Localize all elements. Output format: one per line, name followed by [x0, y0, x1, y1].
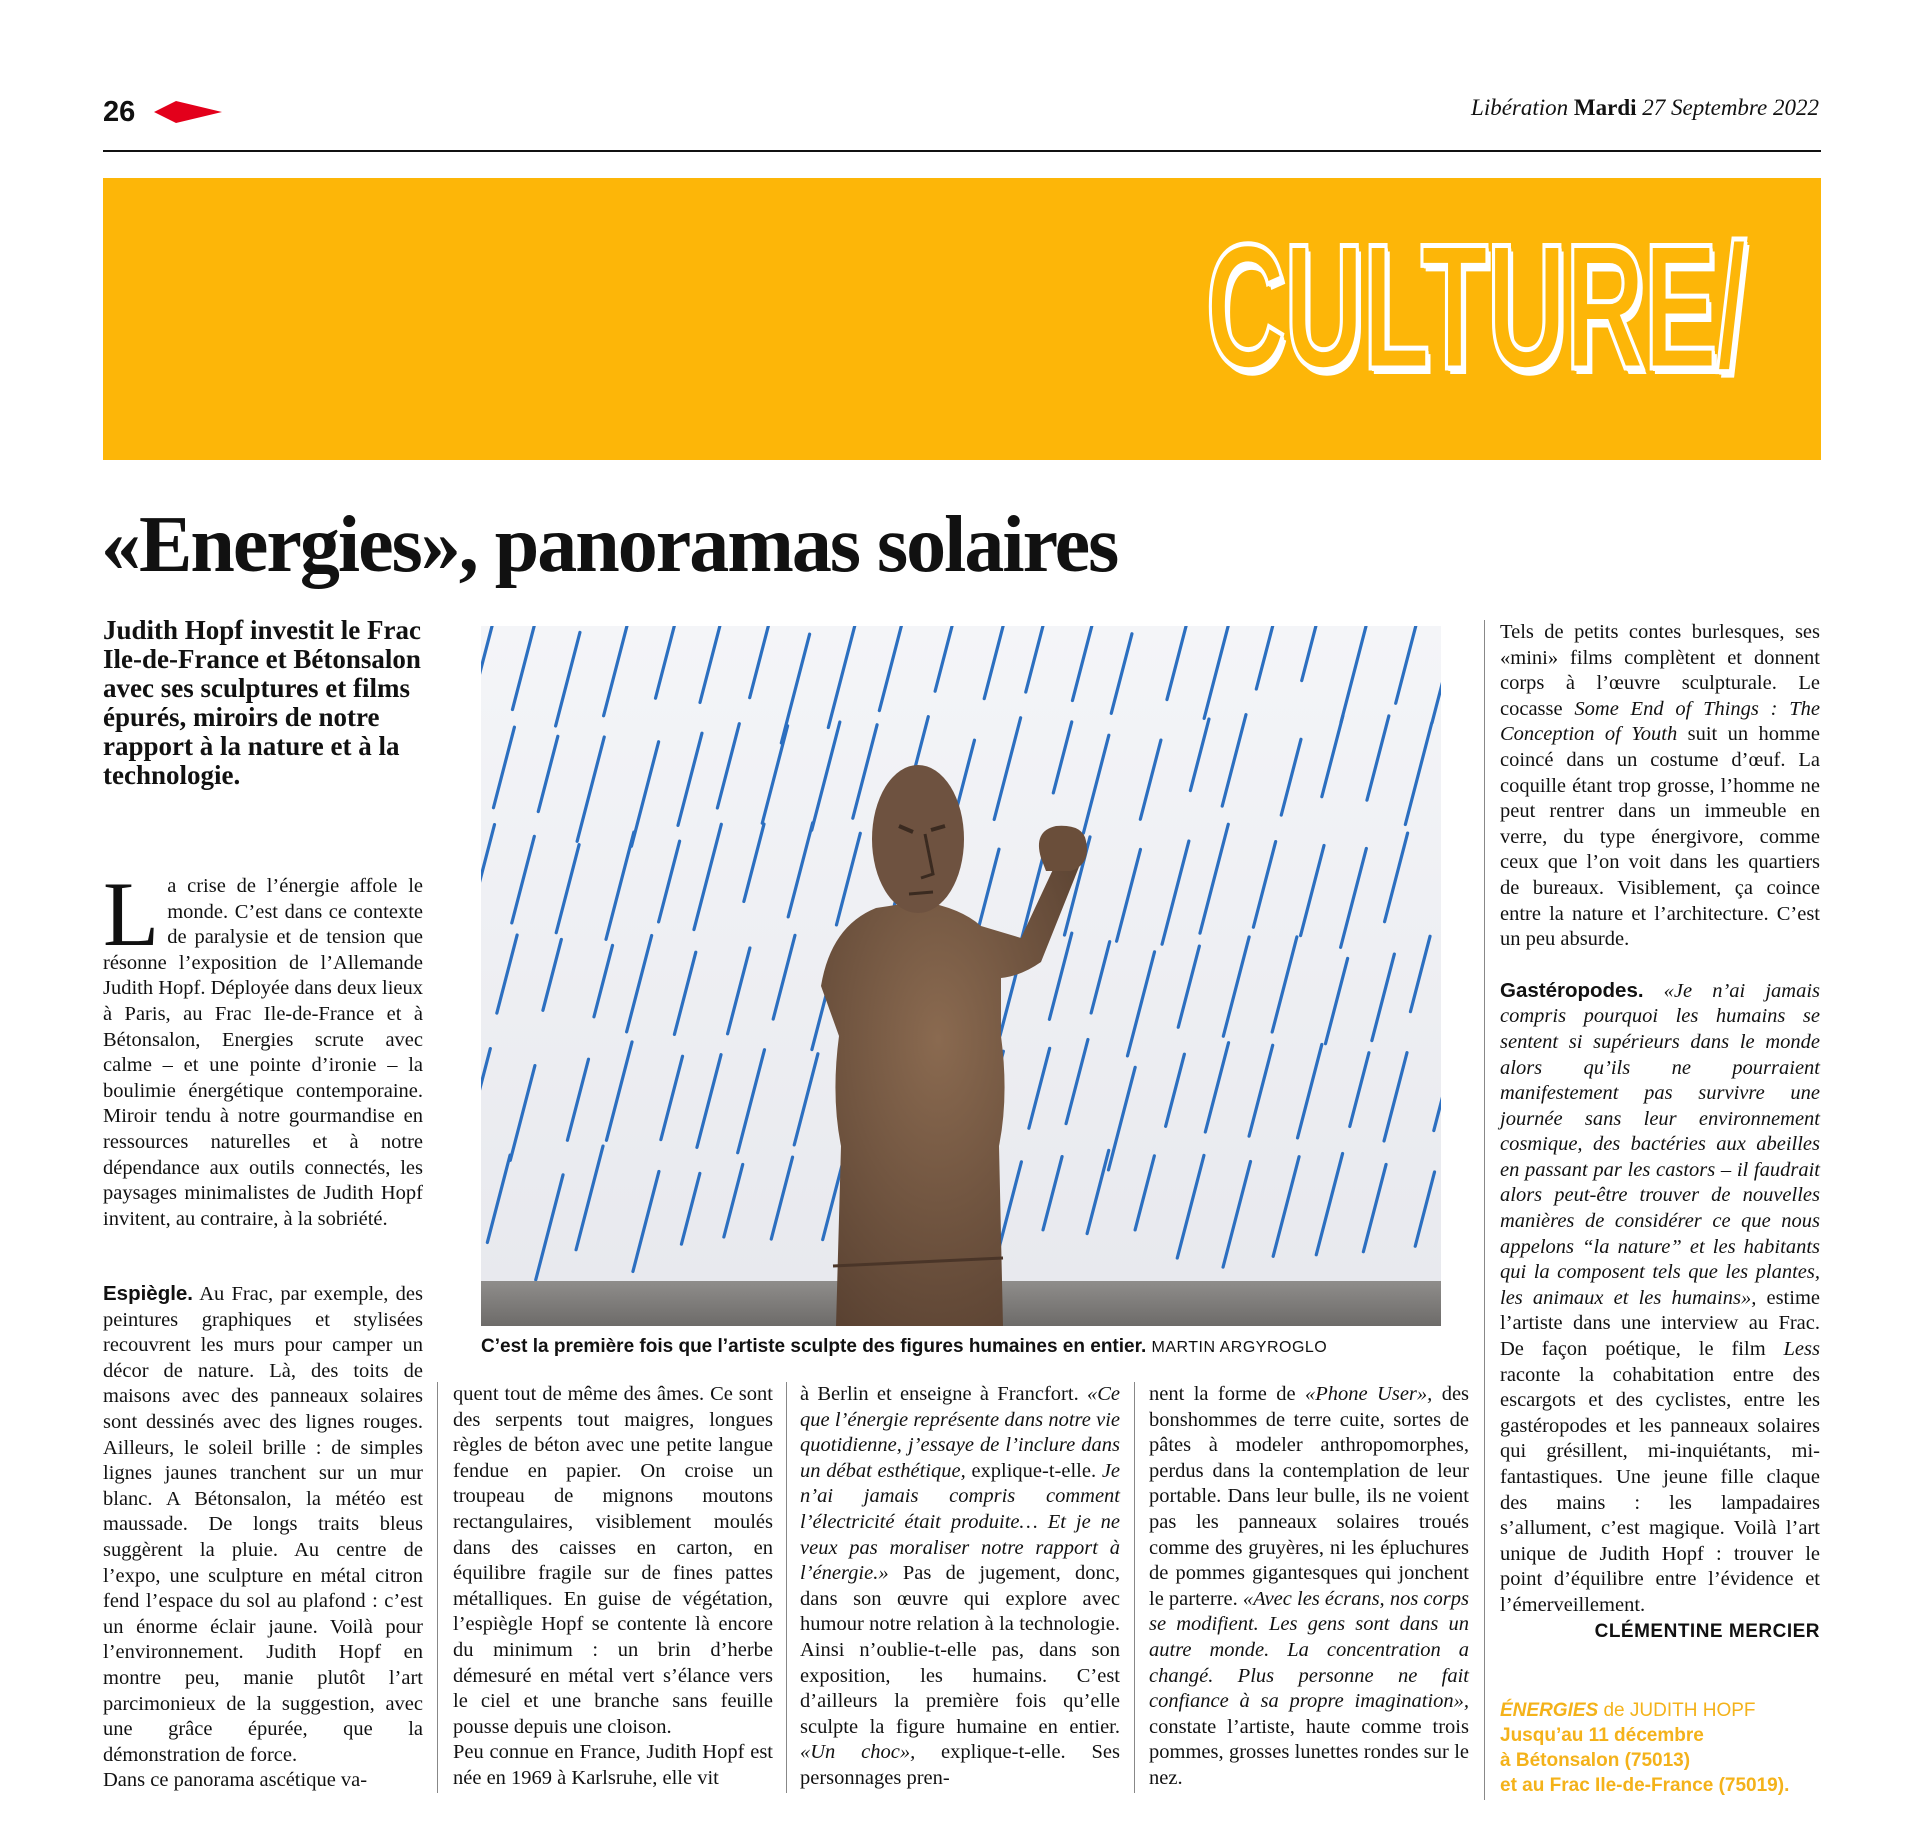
column-divider — [1134, 1382, 1135, 1793]
col4-text: constate l’artiste, haute comme trois pommes, grosses lunettes rondes sur le nez. — [1149, 1715, 1469, 1789]
col5-text: raconte la cohabitation entre des escargots et des cyclistes, entre les gastéropodes et les panneaux solaires qui grésillent, mi-inquiétants, mi-fantastiques. Une jeune fille claque des mains : les lampadaires s’allument, c’est magique. Voilà l’art unique de Judith Hopf : trouver le point d’équilibre entre l’évidence et l’émerveillement. — [1500, 1363, 1820, 1616]
col3-text: Pas de jugement, donc, dans son œuvre qui explore avec humour notre relation à la technologie. Ainsi n’oublie-t-elle pas, dans son exposition, les humains. C’est d’ailleurs la première fois qu’elle sculpte la figure humaine en entier. — [800, 1562, 1120, 1738]
caption-text: C’est la première fois que l’artiste sculpte des figures humaines en entier. — [481, 1336, 1147, 1357]
liberation-logo-icon — [154, 101, 222, 123]
quote: «Je n’ai jamais compris pourquoi les humains se sentent si supérieurs dans le monde alors qu’ils ne pourraient manifestement pas survivre une journée sans leur environnement cosmique, des bactéries aux abeilles en passant par les castors – il faudrait alors peut-être trouver de nouvelles manières de considérer ce que nous appelons “la nature” et les habitants qui la composent tels que les plantes, les animaux et les humains», — [1500, 979, 1820, 1309]
article-standfirst: Judith Hopf investit le Frac Ile-de-France et Bétonsalon avec ses sculptures et films épurés, miroirs de notre rapport à la nature et à la technologie. — [103, 615, 421, 790]
header-rule — [103, 150, 1821, 152]
newspaper-name: Libération — [1471, 95, 1569, 120]
intro-text: a crise de l’énergie affole le monde. C’est dans ce contexte de paralysie et de tension que résonne l’exposition de l’Allemande Judith Hopf. Déployée dans deux lieux à Paris, au Frac Ile-de-France et à Bétonsalon, Energies scrute avec calme – et une pointe d’ironie – la boulimie énergétique contemporaine. Miroir tendu à notre gourmandise en ressources naturelles et à notre dépendance aux outils connectés, les paysages minimalistes de Judith Hopf invitent, au contraire, à la sobriété. — [103, 875, 423, 1230]
film-title: Less — [1783, 1338, 1820, 1361]
col2-text-2: Peu connue en France, Judith Hopf est née en 1969 à Karlsruhe, elle vit — [453, 1741, 773, 1789]
info-title: ÉNERGIES — [1500, 1700, 1599, 1721]
quote: Je n’ai jamais compris comment l’électricité était produite… Et je ne veux pas moraliser notre rapport à l’énergie.» — [800, 1459, 1121, 1585]
col4-text: des bonshommes de terre cuite, sortes de pâtes à modeler anthropomorphes, perdus dans la contemplation de leur portable. Dans leur bulle, ils ne voient pas les panneaux solaires troués comme des gruyères, ni les épluchures de pommes gigantesques qui jonchent le parterre. — [1149, 1383, 1470, 1610]
dropcap: L — [103, 863, 160, 965]
sculpture-photo-image — [481, 626, 1441, 1326]
info-dates: Jusqu’au 11 décembre — [1500, 1725, 1704, 1746]
column-divider — [786, 1382, 787, 1793]
article-photo — [481, 626, 1441, 1326]
article-column-2 — [453, 1382, 773, 1792]
photo-caption — [481, 1336, 1327, 1358]
section-title: CULTURE/ — [1206, 207, 1746, 406]
column-divider — [437, 1382, 438, 1793]
section1-text: Au Frac, par exemple, des peintures graphiques et stylisées recouvrent les murs pour camper un décor de nature. Là, des toits de maisons avec des panneaux solaires sont dessinés avec des lignes rouges. Ailleurs, le soleil brille : de simples lignes jaunes tranchent sur un mur blanc. A Bétonsalon, la météo est maussade. De longs traits bleus suggèrent la pluie. Au centre de l’expo, une sculpture en métal citron fend l’espace du sol au plafond : c’est un énorme éclair jaune. Voilà pour l’environnement. Judith Hopf en montre peu, manie plutôt l’art parcimonieux de la suggestion, avec une grâce épurée, que la démonstration de force. — [103, 1283, 424, 1766]
page-number: 26 — [103, 96, 136, 128]
info-artist: de JUDITH HOPF — [1603, 1700, 1756, 1721]
quote: «Un choc», — [800, 1741, 916, 1764]
masthead — [1471, 95, 1819, 121]
issue-day: Mardi — [1573, 95, 1637, 120]
byline: CLÉMENTINE MERCIER — [1594, 1620, 1820, 1642]
subhead-espiegle: Espiègle. — [103, 1282, 194, 1305]
photo-credit: MARTIN ARGYROGLO — [1151, 1339, 1328, 1356]
article-column-4 — [1149, 1382, 1469, 1792]
col5-text: estime l’artiste dans une interview au Frac. De façon poétique, le film — [1500, 1286, 1820, 1361]
article-column-5 — [1500, 620, 1820, 1644]
col3-text: explique-t-elle. Ses personnages pren- — [800, 1741, 1120, 1789]
quote: «Avec les écrans, nos corps se modifient. Les gens sont dans un autre monde. La concentration a changé. Plus personne ne fait confiance à sa propre imagination», — [1149, 1587, 1469, 1713]
info-venue-2: et au Frac Ile-de-France (75019). — [1500, 1775, 1790, 1796]
article-column-1 — [103, 1281, 423, 1794]
issue-date: 27 Septembre 2022 — [1642, 95, 1819, 120]
col3-text: à Berlin et enseigne à Francfort. — [800, 1383, 1079, 1405]
quote: «Ce que l’énergie représente dans notre vie quotidienne, j’essaye de l’inclure dans un débat esthétique, — [800, 1383, 1121, 1482]
section1-last-line: Dans ce panorama ascétique va- — [103, 1769, 368, 1792]
col2-text: quent tout de même des âmes. Ce sont des serpents tout maigres, longues règles de béton avec une petite langue fendue en papier. On croise un troupeau de mignons moutons rectangulaires, visiblement moulés dans des caisses en carton, en équilibre fragile sur de fines pattes métalliques. En guise de végétation, l’espiègle Hopf se contente là encore du minimum : un brin d’herbe démesuré en métal vert s’élance vers le ciel et une branche sans feuille pousse depuis une cloison. — [453, 1383, 773, 1738]
exhibition-info — [1500, 1698, 1830, 1798]
col5-text: suit un homme coincé dans un costume d’œuf. La coquille étant trop grosse, l’homme ne peut rentrer dans un immeuble en verre, du type énergivore, comme ceux que l’on voit dans les quartiers de bureaux. Visiblement, ça coince entre la nature et l’architecture. C’est un peu absurde. — [1500, 723, 1820, 951]
section-banner — [103, 178, 1821, 460]
article-headline: «Energies», panoramas solaires — [101, 501, 1118, 589]
subhead-gasteropodes: Gastéropodes. — [1500, 978, 1644, 1002]
col5-text: Tels de petits contes burlesques, ses «mini» films complètent et donnent corps à l’œuvre sculpturale. Le cocasse — [1500, 621, 1820, 720]
column-divider — [1484, 620, 1485, 1800]
quote: «Phone User», — [1305, 1383, 1433, 1405]
film-title: Some End of Things : The Conception of Youth — [1500, 697, 1821, 746]
intro-paragraph — [103, 863, 423, 1232]
article-column-3 — [800, 1382, 1120, 1792]
info-venue-1: à Bétonsalon (75013) — [1500, 1750, 1691, 1771]
col4-text: nent la forme de — [1149, 1383, 1296, 1405]
col3-text: explique-t-elle. — [971, 1459, 1097, 1482]
